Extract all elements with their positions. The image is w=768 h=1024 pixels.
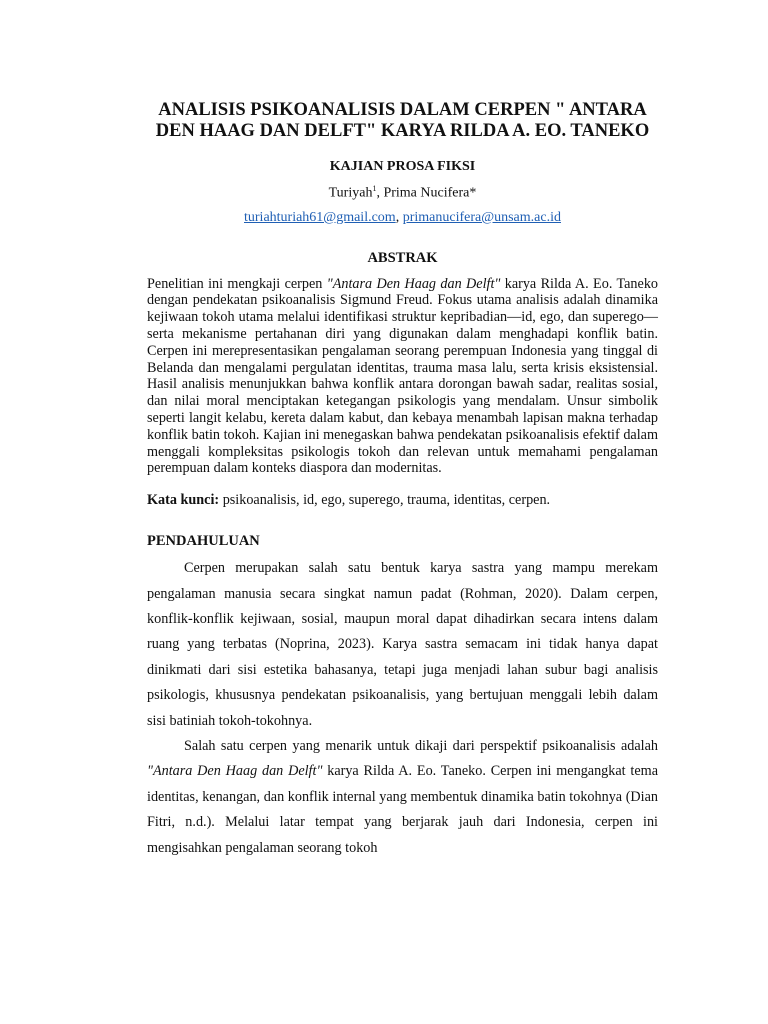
email-link-1[interactable]: turiahturiah61@gmail.com bbox=[244, 209, 396, 225]
abstract-story-title: "Antara Den Haag dan Delft" bbox=[326, 275, 501, 292]
author-rest: , Prima Nucifera* bbox=[376, 185, 477, 201]
document-subtitle: KAJIAN PROSA FIKSI bbox=[329, 159, 476, 174]
abstract-text-post: karya Rilda A. Eo. Taneko dengan pendekatan psikoanalisis Sigmund Freud. Fokus utama analisis adalah dinamika kejiwaan tokoh utama melalui identifikasi struktur kepribadian—id, ego, dan superego—serta mekanisme pertahanan diri yang digunakan dalam menghadapi konflik batin. Cerpen ini merepresentasikan pengalaman seorang perempuan Indonesia yang tinggal di Belanda dan mengalami pergulatan identitas, trauma masa lalu, serta krisis eksistensial. Hasil analisis menunjukkan bahwa konflik antara dorongan bawah sadar, realitas sosial, dan nilai moral menciptakan ketegangan psikologis yang mendalam. Unsur simbolik seperti langit kelabu, kereta dalam kabut, dan kebaya menambah lapisan makna terhadap konflik batin tokoh. Kajian ini menegaskan bahwa pendekatan psikoanalisis efektif dalam menggali kompleksitas psikologis tokoh dan relevan untuk memahami pengalaman perempuan dalam konteks diaspora dan modernitas. bbox=[147, 275, 659, 477]
intro-paragraph-1: Cerpen merupakan salah satu bentuk karya sastra yang mampu merekam pengalaman manusia secara singkat namun padat (Rohman, 2020). Dalam cerpen, konflik-konflik kejiwaan, sosial, maupun moral dapat dihadirkan secara intens dalam ruang yang terbatas (Noprina, 2023). Karya sastra semacam ini tidak hanya dapat dinikmati dari sisi estetika bahasanya, tetapi juga menjadi lahan subur bagi analisis psikologis, khususnya pendekatan psikoanalisis, yang bertujuan menggali lebih dalam sisi batiniah tokoh-tokohnya. bbox=[147, 560, 658, 729]
abstract-heading: ABSTRAK bbox=[367, 249, 438, 266]
abstract-paragraph bbox=[147, 276, 658, 478]
document-title: ANALISIS PSIKOANALISIS DALAM CERPEN " ANTARA DEN HAAG DAN DELFT" KARYA RILDA A. EO. TANEKO bbox=[155, 100, 650, 141]
author-first: Turiyah bbox=[328, 185, 373, 201]
author-affiliation-marker: 1 bbox=[372, 184, 377, 193]
keywords-line bbox=[147, 492, 658, 509]
email-line bbox=[147, 210, 658, 226]
email-link-2[interactable]: primanucifera@unsam.ac.id bbox=[402, 209, 561, 225]
section-heading-pendahuluan: PENDAHULUAN bbox=[147, 533, 260, 550]
intro-p2-pre: Salah satu cerpen yang menarik untuk dikaji dari perspektif psikoanalisis adalah bbox=[184, 738, 658, 755]
intro-paragraph-2 bbox=[147, 734, 658, 861]
abstract-text-pre: Penelitian ini mengkaji cerpen bbox=[147, 275, 327, 292]
intro-p2-story-title: "Antara Den Haag dan Delft" bbox=[147, 763, 323, 780]
intro-p2-post: karya Rilda A. Eo. Taneko. Cerpen ini mengangkat tema identitas, kenangan, dan konflik internal yang membentuk dinamika batin tokohnya (Dian Fitri, n.d.). Melalui latar tempat yang berjarak jauh dari Indonesia, cerpen ini mengisahkan pengalaman seorang tokoh bbox=[147, 763, 658, 856]
keywords-text: psikoanalisis, id, ego, superego, trauma, identitas, cerpen. bbox=[219, 492, 551, 509]
document-content bbox=[147, 100, 658, 861]
keywords-label: Kata kunci: bbox=[147, 492, 220, 509]
author-line bbox=[147, 184, 658, 202]
email-separator: , bbox=[395, 209, 403, 225]
